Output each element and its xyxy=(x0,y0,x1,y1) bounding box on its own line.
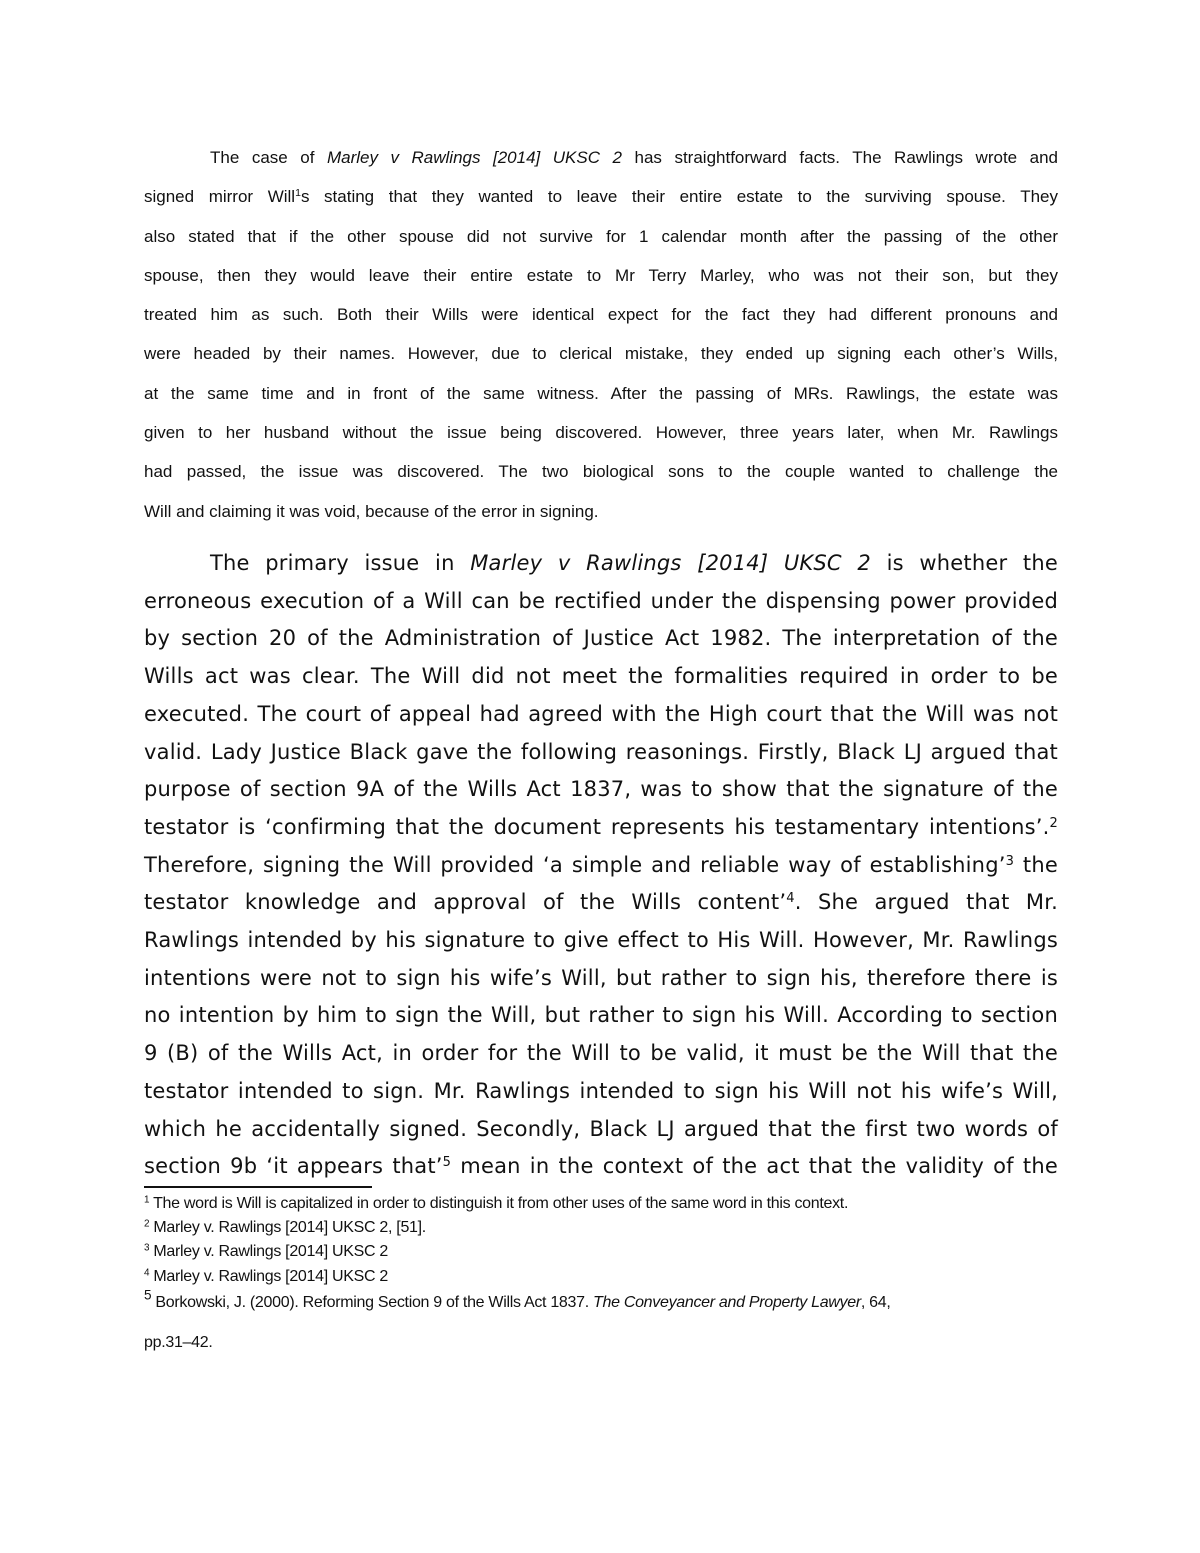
text-line: which he accidentally signed. Secondly, Black LJ argued that the first two words of xyxy=(144,1116,1058,1141)
text-line: purpose of section 9A of the Wills Act 1837, was to show that the signature of the xyxy=(144,777,1058,802)
text-line: Wills act was clear. The Will did not meet the formalities required in order to be xyxy=(144,664,1058,689)
text-line: Therefore, signing the Will provided ‘a simple and reliable way of establishing’$^3$ the xyxy=(144,852,1058,877)
text-line: given to her husband without the issue being discovered. However, three years later, when Mr. Rawlings xyxy=(144,423,1058,443)
text-line: Rawlings intended by his signature to give effect to His Will. However, Mr. Rawlings xyxy=(144,928,1058,953)
text-line: at the same time and in front of the same witness. After the passing of MRs. Rawlings, the estate was xyxy=(144,383,1058,403)
text-line: no intention by him to sign the Will, but rather to sign his Will. According to section xyxy=(144,1003,1058,1028)
text-line: section 9b ‘it appears that’$^5$ mean in the context of the act that the validity of the xyxy=(144,1154,1058,1179)
footnote-separator xyxy=(144,1186,372,1188)
text-line: intentions were not to sign his wife’s Will, but rather to sign his, therefore there is xyxy=(144,965,1058,990)
text-line: valid. Lady Justice Black gave the following reasonings. Firstly, Black LJ argued that xyxy=(144,739,1058,764)
text-line: signed mirror Will$^1$s stating that they wanted to leave their entire estate to the surviving spouse. They xyxy=(144,187,1058,207)
footnote-1: $^1$ The word is Will is capitalized in order to distinguish it from other uses of the same word in this context. xyxy=(144,1194,849,1212)
footnote-ref-1[interactable]: 1 xyxy=(295,187,301,200)
footnote-ref-5[interactable]: 5 xyxy=(442,1155,452,1171)
paragraph-facts xyxy=(144,138,1058,531)
text-line: executed. The court of appeal had agreed with the High court that the Will was not xyxy=(144,701,1058,726)
case-citation: Marley v Rawlings [2014] UKSC 2 xyxy=(326,148,622,167)
text-line: had passed, the issue was discovered. The two biological sons to the couple wanted to challenge the xyxy=(144,462,1058,482)
footnotes xyxy=(144,1192,1058,1355)
paragraph-issue xyxy=(144,545,1058,1186)
text-line: Will and claiming it was void, because of the error in signing. xyxy=(144,501,599,521)
footnote-4: $^4$ Marley v. Rawlings [2014] UKSC 2 xyxy=(144,1267,389,1285)
text-line: also stated that if the other spouse did not survive for 1 calendar month after the passing of the other xyxy=(144,226,1058,246)
text-line: were headed by their names. However, due to clerical mistake, they ended up signing each other’s Wills, xyxy=(144,344,1058,364)
text-line: by section 20 of the Administration of Justice Act 1982. The interpretation of the xyxy=(144,626,1058,651)
footnote-5-pages: pp.31–42. xyxy=(144,1334,213,1352)
text-line: testator knowledge and approval of the Wills content’$^4$. She argued that Mr. xyxy=(144,890,1058,915)
footnote-3: $^3$ Marley v. Rawlings [2014] UKSC 2 xyxy=(144,1242,389,1261)
journal-title: The Conveyancer and Property Lawyer xyxy=(593,1293,861,1311)
footnote-ref-4[interactable]: 4 xyxy=(786,891,795,907)
text-line: testator is ‘confirming that the document represents his testamentary intentions’.$^2$ xyxy=(144,814,1058,839)
text-line: testator intended to sign. Mr. Rawlings intended to sign his Will not his wife’s Will, xyxy=(144,1078,1058,1103)
text-line: The primary issue in Marley v Rawlings [2014] UKSC 2 is whether the xyxy=(210,551,1058,575)
footnote-2: $^2$ Marley v. Rawlings [2014] UKSC 2, [51]. xyxy=(144,1218,426,1237)
text-line: 9 (B) of the Wills Act, in order for the Will to be valid, it must be the Will that the xyxy=(144,1041,1058,1066)
footnote-5: $^5$ Borkowski, J. (2000). Reforming Section 9 of the Wills Act 1837. The Conveyancer and Property Lawyer, 64, xyxy=(144,1287,891,1311)
text-line: treated him as such. Both their Wills were identical expect for the fact they had different pronouns and xyxy=(144,305,1058,325)
footnote-ref-2[interactable]: 2 xyxy=(1049,815,1058,831)
case-citation: Marley v Rawlings [2014] UKSC 2 xyxy=(470,551,871,575)
footnote-ref-3[interactable]: 3 xyxy=(1005,853,1015,869)
text-line: erroneous execution of a Will can be rectified under the dispensing power provided xyxy=(144,588,1058,613)
text-line: spouse, then they would leave their entire estate to Mr Terry Marley, who was not their son, but they xyxy=(144,265,1058,285)
text-line: The case of Marley v Rawlings [2014] UKSC 2 has straightforward facts. The Rawlings wrote and xyxy=(210,148,1059,167)
